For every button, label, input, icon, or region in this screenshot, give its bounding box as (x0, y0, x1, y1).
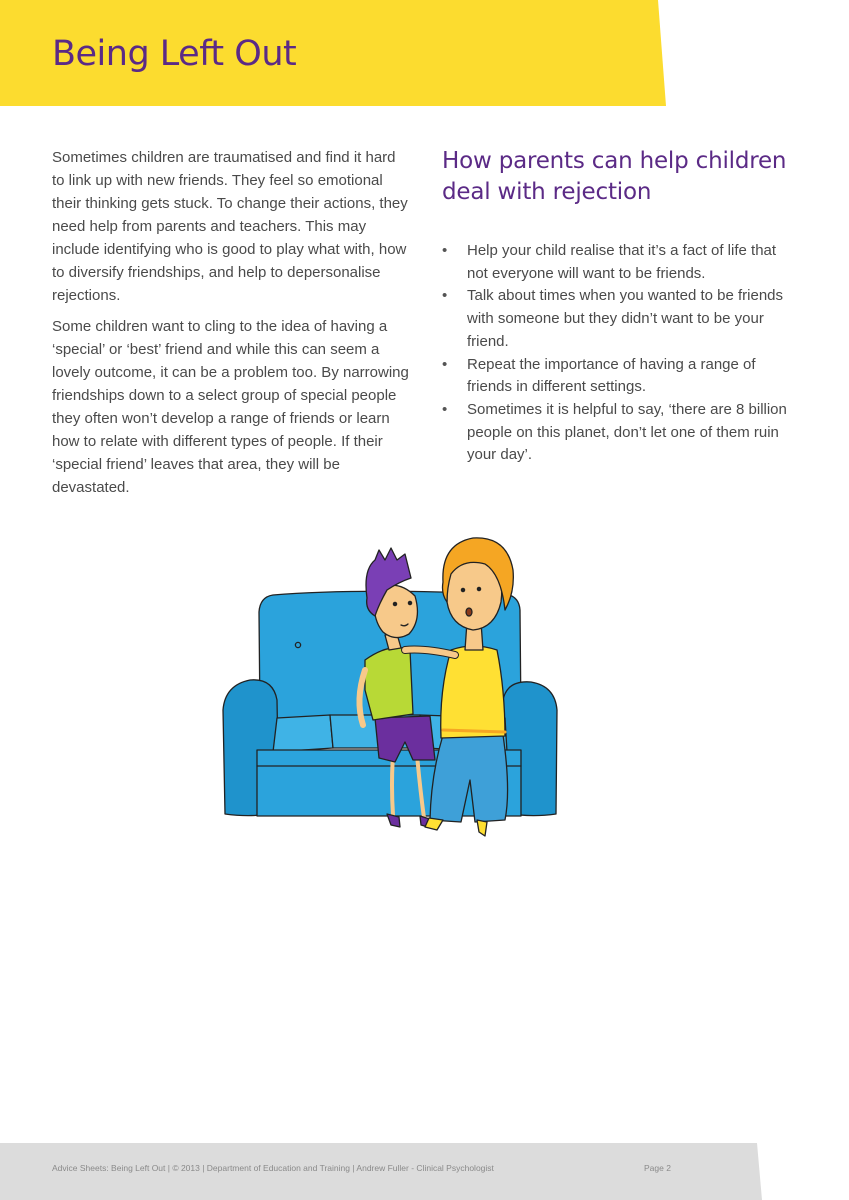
mother-feet (477, 820, 487, 836)
sofa-cushion (273, 715, 333, 752)
tips-column (442, 146, 792, 467)
footer-text: Advice Sheets: Being Left Out | © 2013 | Department of Education and Training | Andrew Fuller - Clinical Psychologist (52, 1163, 494, 1173)
list-item: • Sometimes it is helpful to say, ‘there are 8 billion people on this planet, don’t let one of them ruin your day’. (442, 399, 792, 467)
intro-paragraph: Some children want to cling to the idea of having a ‘special’ or ‘best’ friend and while this can seem a lovely outcome, it can be a problem too. By narrowing friendships down to a select group of special people they often won’t develop a range of friends or learn how to relate with different types of people. If their ‘special friend’ leaves that area, they will be devastated. (52, 318, 409, 496)
list-item: • Help your child realise that it’s a fact of life that not everyone will want to be friends. (442, 240, 792, 285)
list-item: • Repeat the importance of having a range of friends in different settings. (442, 354, 792, 399)
section-heading: How parents can help children deal with rejection (442, 148, 787, 205)
list-item: • Talk about times when you wanted to be friends with someone but they didn’t want to be your friend. (442, 285, 792, 353)
intro-paragraph: Sometimes children are traumatised and find it hard to link up with new friends. They feel so emotional their thinking gets stuck. To change their actions, they need help from parents and teachers. This may include identifying who is good to play what with, how to diversify friendships, and help to depersonalise rejections. (52, 149, 408, 304)
child-shirt (365, 648, 413, 720)
page-title: Being Left Out (52, 34, 297, 74)
mother-top (441, 646, 505, 738)
illustration-artwork (215, 530, 565, 840)
page-number: Page 2 (644, 1163, 671, 1173)
intro-column (52, 146, 412, 507)
tips-list (442, 240, 792, 467)
parent-and-child-on-sofa-illustration (215, 530, 565, 845)
footer-band (0, 1143, 849, 1200)
header-band (0, 0, 849, 106)
